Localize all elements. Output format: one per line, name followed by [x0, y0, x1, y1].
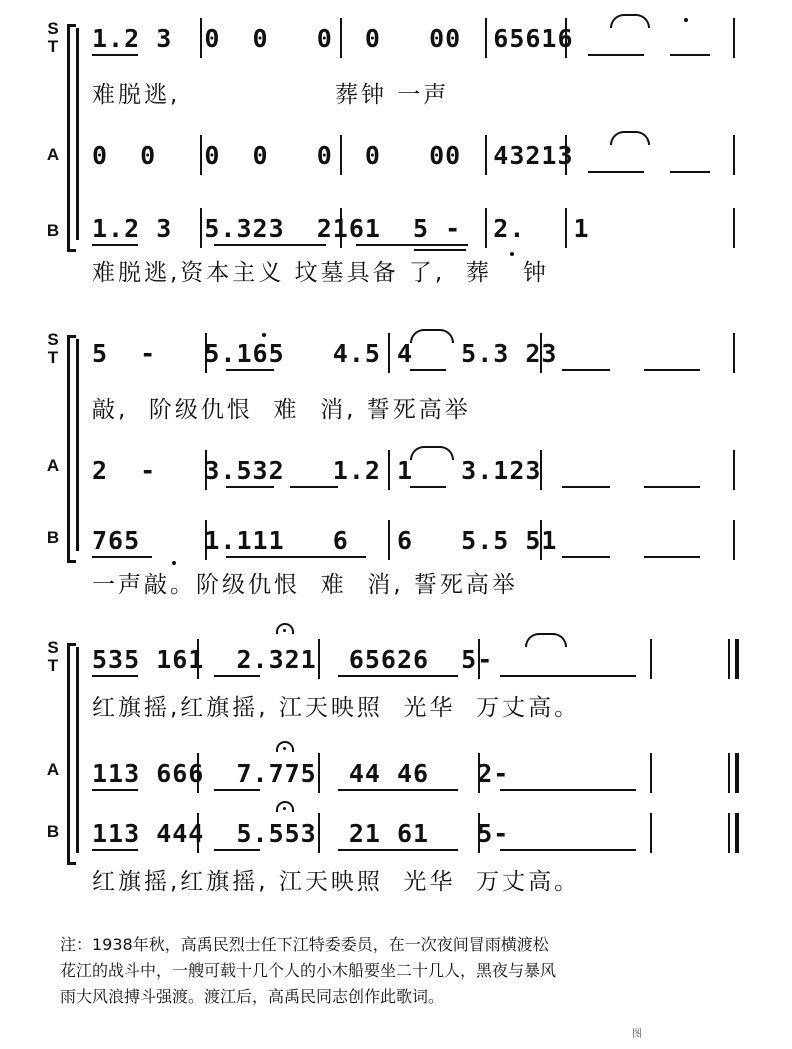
underline — [92, 789, 138, 791]
underline — [414, 249, 466, 251]
b-lyric: 难脱逃,资本主义 坟墓具备 了, 葬 钟 — [92, 260, 549, 286]
voice-label-s: S — [47, 638, 59, 657]
underline — [338, 849, 458, 851]
final-barline — [735, 813, 739, 853]
underline — [338, 675, 458, 677]
underline — [588, 54, 644, 56]
barline — [733, 520, 735, 560]
st-notes: 5 - 5.165 4.5 4 5.3 23 — [92, 339, 558, 368]
underline — [588, 171, 644, 173]
b-notes: 1.2 3 5.323 2161 5 - 2. 1 — [92, 214, 590, 243]
barline — [733, 208, 735, 248]
system-bracket — [67, 643, 76, 865]
underline — [410, 369, 446, 371]
underline — [92, 556, 152, 558]
underline — [226, 369, 274, 371]
underline — [214, 675, 260, 677]
barline — [650, 753, 652, 793]
a-notes: 113 666 7.775 44 46 2- — [92, 759, 510, 788]
underline — [500, 789, 636, 791]
voice-label-s: S — [47, 19, 59, 38]
voice-label-a: A — [46, 760, 60, 779]
footnote-line: 注：1938年秋，高禹民烈士任下江特委委员，在一次夜间冒雨横渡松 — [60, 935, 549, 954]
slur — [525, 633, 567, 647]
inner-bracket — [76, 339, 79, 551]
barline — [650, 639, 652, 679]
barline — [733, 18, 735, 58]
dot — [510, 252, 514, 256]
system-3 — [0, 625, 792, 925]
slur — [610, 131, 650, 145]
st-lyric: 敲, 阶级仇恨 难 消, 誓死高举 — [92, 397, 471, 423]
dot — [262, 333, 266, 337]
underline — [226, 486, 274, 488]
dot — [684, 18, 688, 22]
underline — [500, 675, 636, 677]
a-notes: 2 - 3.532 1.2 1 3.123 — [92, 456, 542, 485]
inner-bracket — [76, 28, 79, 240]
voice-label-a: A — [46, 456, 60, 475]
underline — [92, 54, 138, 56]
underline — [644, 369, 700, 371]
underline — [290, 486, 338, 488]
fermata — [276, 623, 294, 634]
fermata — [276, 801, 294, 812]
underline — [670, 171, 710, 173]
underline — [92, 849, 138, 851]
st-lyric: 红旗摇,红旗摇, 江天映照 光华 万丈高。 — [92, 695, 581, 721]
barline — [733, 450, 735, 490]
barline — [728, 753, 730, 793]
b-notes: 113 444 5.553 21 61 5- — [92, 819, 510, 848]
underline — [562, 486, 610, 488]
slur — [610, 14, 650, 28]
footnote — [60, 932, 780, 1010]
underline — [644, 486, 700, 488]
underline — [226, 556, 366, 558]
underline — [644, 556, 700, 558]
voice-label-b: B — [46, 528, 60, 547]
underline — [500, 849, 636, 851]
barline — [650, 813, 652, 853]
dot — [172, 561, 176, 565]
underline — [92, 675, 138, 677]
voice-label-b: B — [46, 822, 60, 841]
barline — [728, 813, 730, 853]
st-lyric: 难脱逃, 葬钟 一声 — [92, 82, 450, 108]
b-lyric: 红旗摇,红旗摇, 江天映照 光华 万丈高。 — [92, 869, 581, 895]
fermata — [276, 741, 294, 752]
slur — [410, 329, 454, 343]
footnote-line: 雨大风浪搏斗强渡。渡江后，高禹民同志创作此歌词。 — [60, 987, 445, 1006]
corner-mark: 图 — [632, 1029, 642, 1040]
underline — [214, 849, 260, 851]
b-lyric: 一声敲。阶级仇恨 难 消, 誓死高举 — [92, 572, 518, 598]
underline — [356, 244, 468, 246]
barline — [728, 639, 730, 679]
voice-label-t: T — [47, 656, 59, 675]
final-barline — [735, 639, 739, 679]
voice-label-a: A — [46, 145, 60, 164]
system-1 — [0, 0, 792, 300]
st-notes: 1.2 3 0 0 0 0 00 65616 — [92, 24, 574, 53]
b-notes: 765 1.111 6 6 5.5 51 — [92, 526, 558, 555]
voice-label-s: S — [47, 330, 59, 349]
underline — [410, 486, 446, 488]
final-barline — [735, 753, 739, 793]
underline — [214, 244, 326, 246]
inner-bracket — [76, 647, 79, 853]
voice-label-t: T — [47, 37, 59, 56]
barline — [733, 135, 735, 175]
barline — [733, 333, 735, 373]
underline — [338, 789, 458, 791]
underline — [92, 244, 138, 246]
underline — [562, 556, 610, 558]
underline — [670, 54, 710, 56]
voice-label-t: T — [47, 348, 59, 367]
system-bracket — [67, 24, 76, 252]
slur — [410, 446, 454, 460]
a-notes: 0 0 0 0 0 0 00 43213 — [92, 141, 574, 170]
underline — [214, 789, 260, 791]
system-bracket — [67, 335, 76, 563]
system-2 — [0, 315, 792, 615]
underline — [562, 369, 610, 371]
footnote-line: 花江的战斗中，一艘可载十几个人的小木船要坐二十几人，黑夜与暴风 — [60, 961, 557, 980]
st-notes: 535 161 2.321 65626 5- — [92, 645, 494, 674]
voice-label-b: B — [46, 221, 60, 240]
